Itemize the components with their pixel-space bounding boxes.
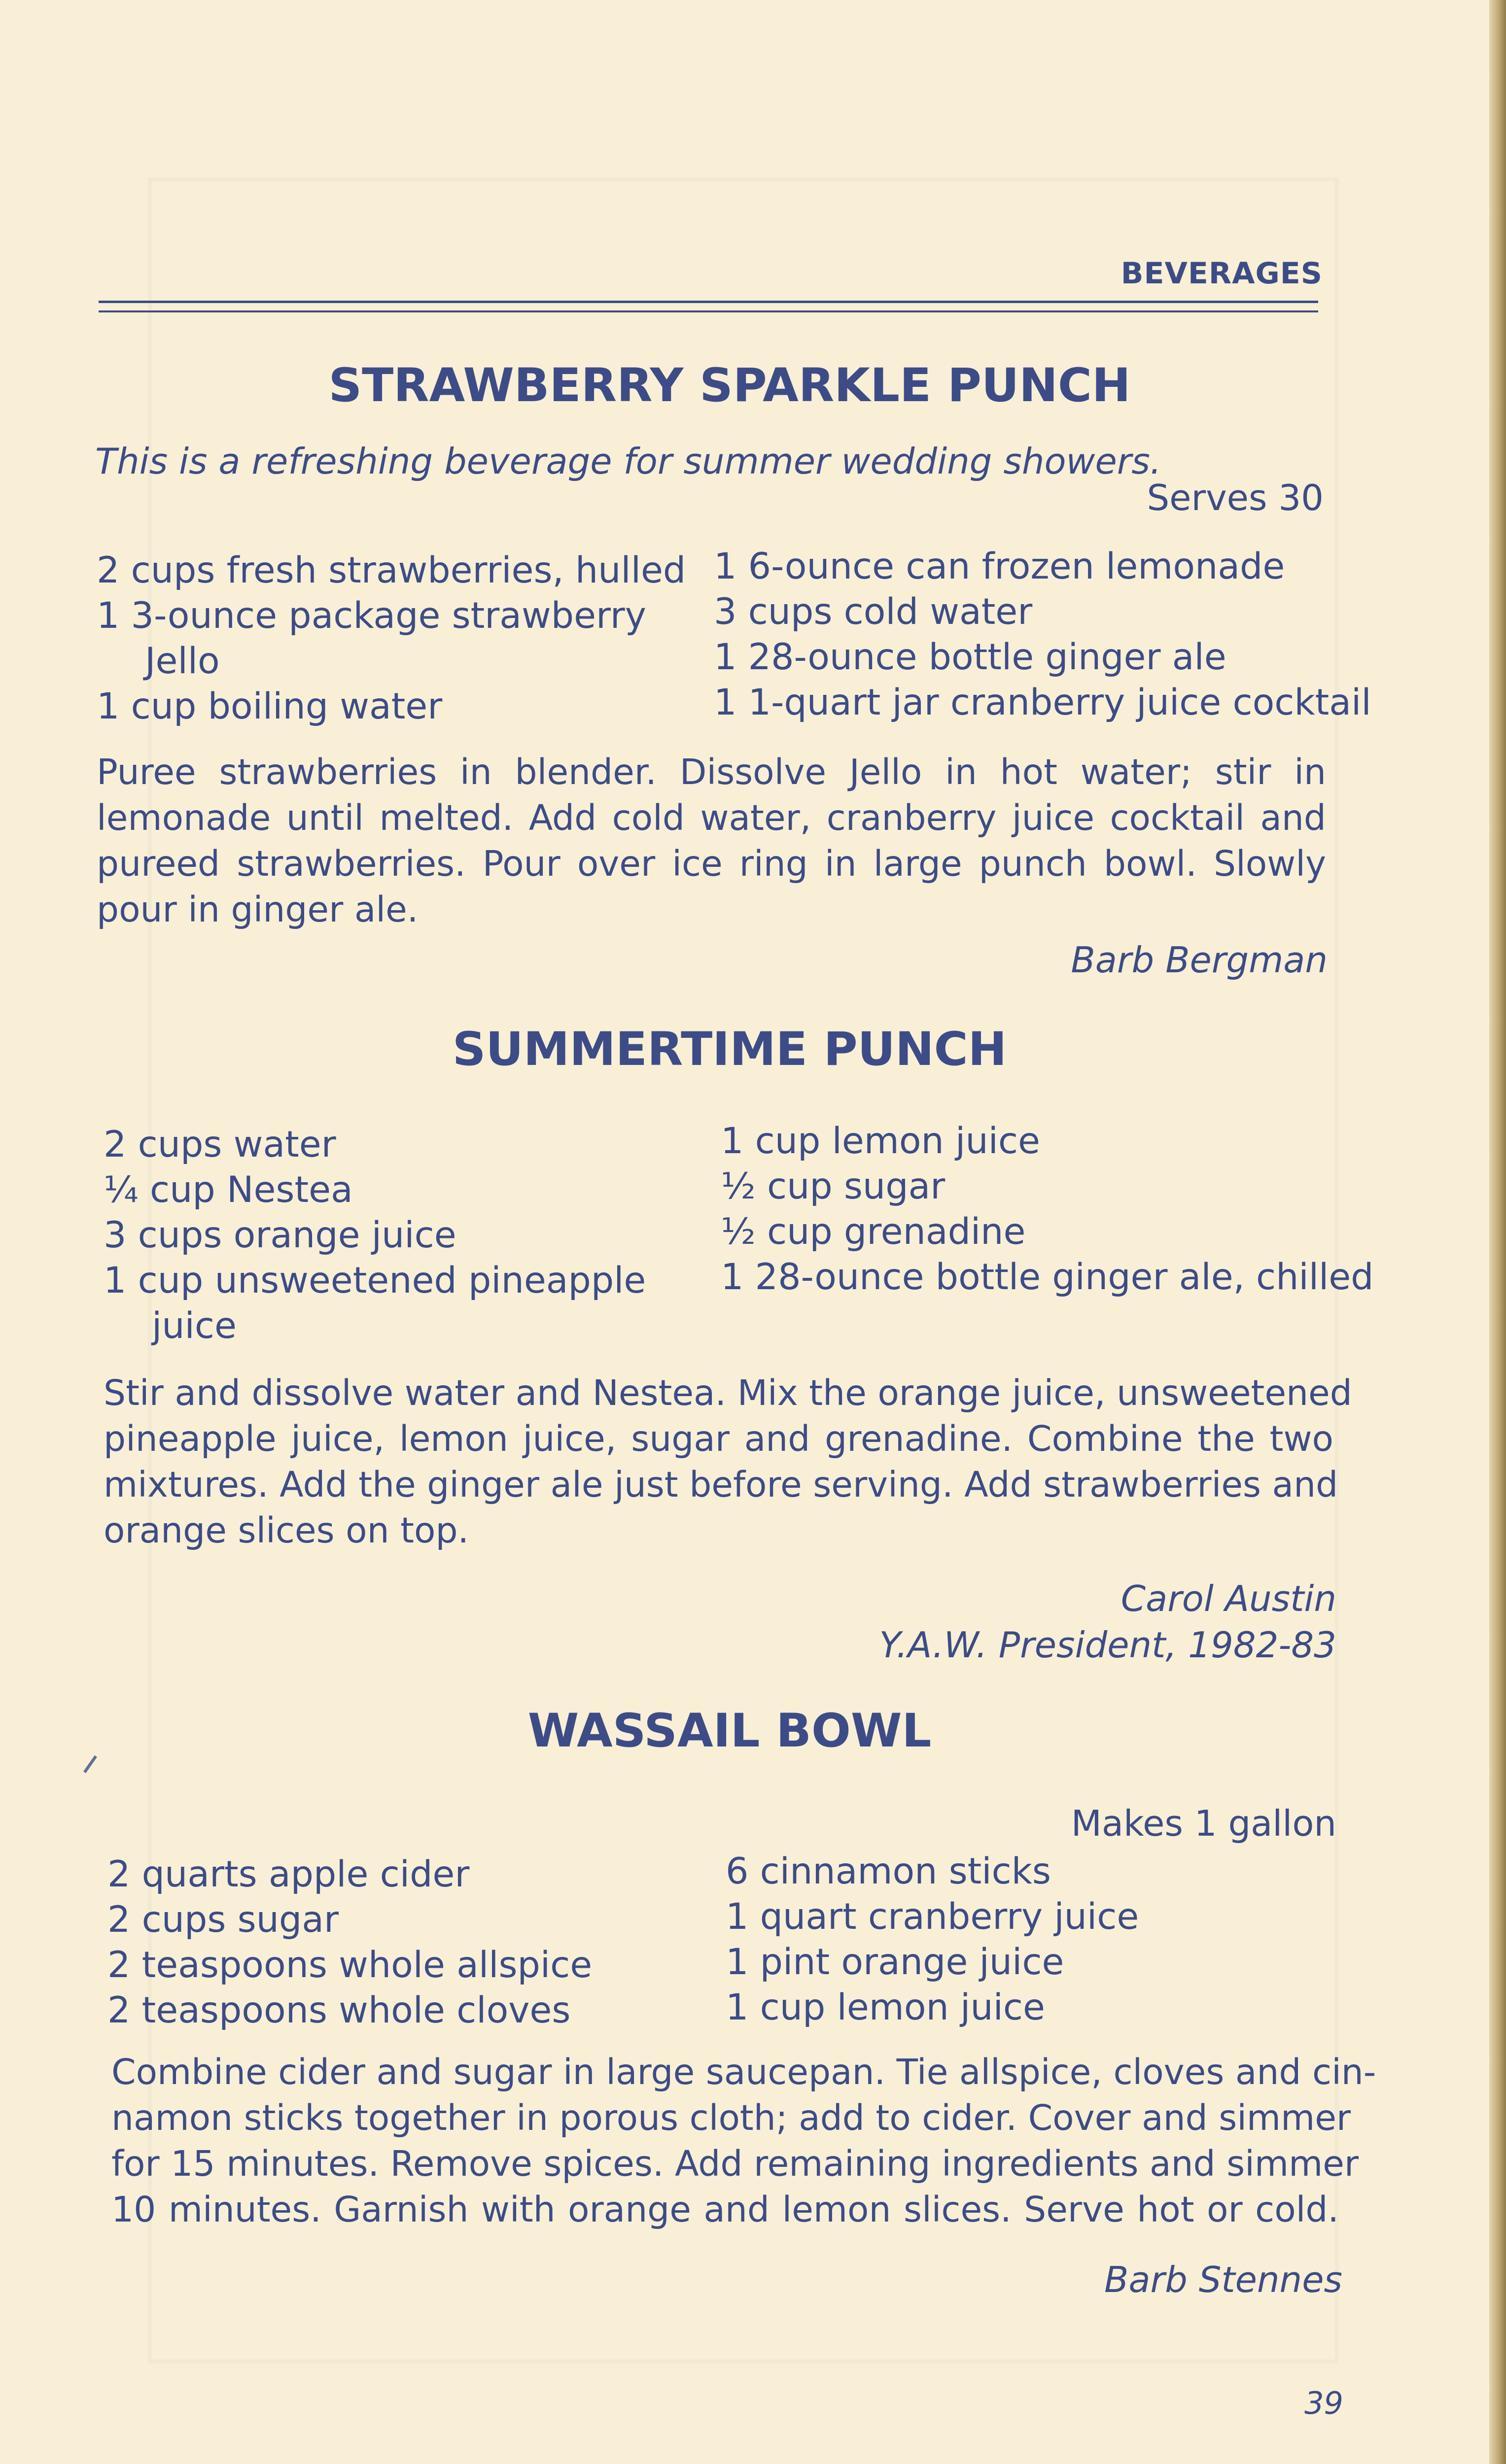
section-header: BEVERAGES xyxy=(1121,256,1323,291)
ingredient: ½ cup grenadine xyxy=(721,1211,1026,1253)
ingredient: 2 cups water xyxy=(104,1124,336,1165)
ingredients-left xyxy=(97,548,686,729)
directions-line: for 15 minutes. Remove spices. Add remaining ingredients and simmer xyxy=(111,2143,1359,2184)
ingredients-right xyxy=(726,1849,1139,2030)
ingredient: 1 cup boiling water xyxy=(97,685,443,727)
directions-line: Combine cider and sugar in large saucepan. Tie allspice, cloves and cin- xyxy=(111,2052,1376,2092)
recipe-title-summertime-punch: SUMMERTIME PUNCH xyxy=(452,1023,1007,1076)
recipe-title-wassail-bowl: WASSAIL BOWL xyxy=(527,1704,932,1758)
ingredient: 1 cup unsweetened pineapple xyxy=(104,1260,646,1301)
recipe-yield: Serves 30 xyxy=(1147,477,1324,518)
ingredient: 1 28-ounce bottle ginger ale xyxy=(714,636,1226,678)
book-page-edge xyxy=(1489,0,1506,2464)
directions-line: pineapple juice, lemon juice, sugar and grenadine. Combine the two xyxy=(104,1418,1333,1459)
directions-line: namon sticks together in porous cloth; add to cider. Cover and simmer xyxy=(111,2097,1351,2138)
directions-line: orange slices on top. xyxy=(104,1510,469,1551)
header-rule-top xyxy=(99,301,1318,303)
ingredient: 2 cups fresh strawberries, hulled xyxy=(97,549,686,591)
directions-line: pureed strawberries. Pour over ice ring in large punch bowl. Slowly xyxy=(97,843,1326,884)
ingredient: 2 teaspoons whole cloves xyxy=(107,1989,571,2031)
ingredients-right xyxy=(721,1119,1374,1300)
ingredient: 2 quarts apple cider xyxy=(107,1853,470,1895)
ingredient: ¼ cup Nestea xyxy=(104,1169,353,1211)
ingredients-left xyxy=(107,1852,592,2033)
ingredient: 1 3-ounce package strawberry xyxy=(97,595,646,637)
directions-line: Puree strawberries in blender. Dissolve Jello in hot water; stir in xyxy=(97,752,1326,792)
directions-line: mixtures. Add the ginger ale just before serving. Add strawberries and xyxy=(104,1464,1338,1505)
ingredient: 2 teaspoons whole allspice xyxy=(107,1944,593,1986)
directions-line: pour in ginger ale. xyxy=(97,889,419,930)
ingredient: 1 cup lemon juice xyxy=(721,1120,1040,1162)
pencil-mark xyxy=(83,1755,97,1773)
ingredient: 2 cups sugar xyxy=(107,1899,339,1941)
ingredient: 1 pint orange juice xyxy=(726,1941,1064,1983)
ingredient-continuation: juice xyxy=(152,1305,237,1347)
ingredient: 1 cup lemon juice xyxy=(726,1986,1045,2028)
page-number: 39 xyxy=(1304,2385,1343,2421)
directions-line: 10 minutes. Garnish with orange and lemon slices. Serve hot or cold. xyxy=(111,2189,1339,2230)
recipe-author: Barb Stennes xyxy=(1104,2259,1342,2300)
recipe-title-strawberry-sparkle-punch: STRAWBERRY SPARKLE PUNCH xyxy=(328,359,1131,412)
header-rule-bottom xyxy=(99,310,1318,312)
ingredient: 1 28-ounce bottle ginger ale, chilled xyxy=(721,1256,1374,1298)
directions-line: Stir and dissolve water and Nestea. Mix the orange juice, unsweetened xyxy=(104,1372,1352,1413)
ingredient-continuation: Jello xyxy=(145,640,220,682)
ingredient: 3 cups cold water xyxy=(714,591,1033,633)
ingredients-right xyxy=(714,544,1371,725)
ingredient: 3 cups orange juice xyxy=(104,1214,456,1256)
recipe-yield: Makes 1 gallon xyxy=(1071,1803,1336,1844)
ingredient: 1 quart cranberry juice xyxy=(726,1896,1139,1938)
ingredients-left xyxy=(104,1122,646,1349)
ingredient: 1 6-ounce can frozen lemonade xyxy=(714,546,1285,587)
recipe-author: Barb Bergman xyxy=(1071,939,1328,981)
recipe-directions xyxy=(104,1370,1352,1553)
recipe-directions xyxy=(97,749,1326,932)
ingredient: ½ cup sugar xyxy=(721,1165,946,1207)
recipe-directions xyxy=(111,2049,1376,2232)
directions-line: lemonade until melted. Add cold water, cranberry juice cocktail and xyxy=(97,797,1326,838)
recipe-author-title: Y.A.W. President, 1982-83 xyxy=(879,1624,1336,1666)
recipe-author: Carol Austin xyxy=(1121,1578,1336,1619)
recipe-intro: This is a refreshing beverage for summer wedding showers. xyxy=(95,441,1161,482)
ingredient: 6 cinnamon sticks xyxy=(726,1850,1051,1892)
ingredient: 1 1-quart jar cranberry juice cocktail xyxy=(714,682,1371,723)
